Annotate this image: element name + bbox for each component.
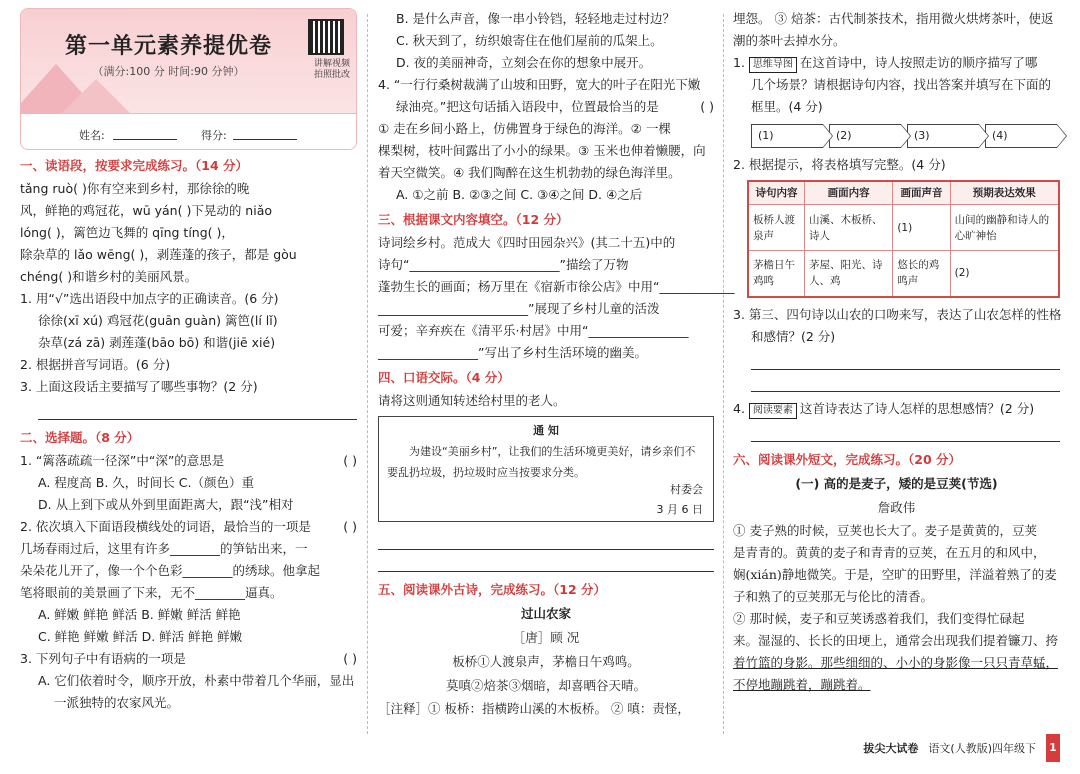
fill-line[interactable]: 可爱；辛弃疾在《清平乐·村居》中用“________________: [378, 323, 689, 338]
choice-options: B. 是什么声音，像一串小铃铛，轻轻地走过村边？: [396, 11, 676, 26]
choice-question-1: 1. “篱落疏疏一径深”中“深”的意思是 ( ): [20, 450, 357, 472]
choice-options: 一派独特的农家风光。: [54, 695, 180, 710]
column-1: [20, 8, 357, 774]
passage-line: tǎng ruò( )你有空来到乡村，那徐徐的晚: [20, 181, 250, 196]
table-cell[interactable]: (1): [893, 205, 950, 251]
passage-line: 笔将眼前的美景画了下来，无不________逼真。: [20, 585, 283, 600]
story-line: 是青青的。黄黄的麦子和青青的豆荚，在五月的和风中，: [733, 544, 1046, 560]
poem-note: ［注释］① 板桥：指横跨山溪的木板桥。 ② 嗔：责怪，: [378, 701, 690, 716]
pinyin-options[interactable]: 杂草(zá zā) 剥莲蓬(bāo bō) 和谐(jiē xié): [38, 335, 276, 350]
passage-line: 风，鲜艳的鸡冠花，wū yán( )下晃动的 niǎo: [20, 203, 273, 218]
answer-line[interactable]: [751, 420, 1060, 442]
choice-options: A. 程度高 B. 久，时间长 C.（颜色）重: [38, 475, 254, 490]
poem-title: 过山农家: [520, 606, 571, 621]
story-title: (一) 高的是麦子，矮的是豆荚(节选): [795, 475, 998, 491]
choice-options: C. 鲜艳 鲜嫩 鲜活 D. 鲜活 鲜艳 鲜嫩: [38, 629, 243, 644]
table-header: 诗句内容: [748, 181, 804, 205]
notice-signature: 村委会: [670, 483, 703, 496]
question-2: 2. 根据提示，将表格填写完整。(4 分): [733, 157, 946, 172]
score-field[interactable]: [233, 127, 297, 140]
column-3: 埋怨。 ③ 焙茶：古代制茶技术，指用微火烘烤茶叶，使返 潮的茶叶去掉水分。 1. 思维导图 在这首诗中，诗人按照走访的顺序描写了哪 几个场景？请根据诗句内容，找出答案并填写在下面的 框里。(4 分) (1) (2) (3) (4) 2. 根据提示，将表格填写完整。(4 分) 诗句内容 画面内容 画面声音 预期表达效果 板桥人渡泉声 山溪、木板桥、诗人 (1) 山间的幽静和诗人的心旷神怡 茅檐日午鸡鸣 茅屋、阳光、诗人、鸡 悠长的鸡鸣声 (2) 3. 第三、四句诗以山农的口吻来写，表达了山农怎样的性格 和感情？(2 分) 4. 阅读要素 这首诗表达了诗人怎样的思想感情？(2 分) 六、阅读课外短文，完成练习。（20 分） (一) 高的是麦子，矮的是豆荚(节选) 詹政伟 ① 麦子熟的时候，豆荚也长大了。麦子是黄黄的，豆荚 是青青的。黄黄的麦子和青青的豆荚，在五月的和风中， 娴(xián)静地微笑。于是，空旷的田野里，洋溢着熟了的麦 子和熟了的豆荚那无与伦比的清香。 ② 那时候，麦子和豆荚诱惑着我们，我们变得忙碌起 来。湿湿的、长长的田埂上，通常会出现我们提着镰刀、挎 着竹篮的身影。那些细细的、小小的身影像一只只青草蜢， 不停地蹦跳着，蹦跳着。: [733, 8, 1060, 774]
question-text: 框里。(4 分): [751, 99, 823, 114]
question-3: 3. 上面这段话主要描写了哪些事物？(2 分): [20, 379, 258, 394]
story-line: ① 麦子熟的时候，豆荚也长大了。麦子是黄黄的，豆荚: [733, 522, 1037, 538]
table-header: 画面内容: [804, 181, 892, 205]
answer-line[interactable]: [378, 528, 714, 550]
column-2: B. 是什么声音，像一串小铃铛，轻轻地走过村边？ C. 秋天到了，纺织娘寄住在他们屋前的瓜架上。 D. 夜的美丽神奇，立刻会在你的想象中展开。 4. “一行行桑树裁满了山坡和田野，宽大的叶子在阳光下嫩 绿油亮。”把这句话插入语段中，位置最恰当的是 ( ) ① 走在乡间小路上，仿佛置身于绿色的海洋。② 一棵 棵梨树，枝叶间露出了小小的绿果。③ 玉米也伸着懒腰，向 着天空微笑。④ 我们陶醉在这生机勃勃的绿色海洋里。 A. ①之前 B. ②③之间 C. ③④之间 D. ④之后 三、根据课文内容填空。（12 分） 诗词绘乡村。范成大《四时田园杂兴》(其二十五)中的 诗句“________________________”描绘了万物 蓬勃生长的画面；杨万里在《宿新市徐公店》中用“____________ ________________________”展现了乡村儿童的活泼 可爱；辛弃疾在《清平乐·村居》中用“________________ ________________”写出了乡村生活环境的幽美。 四、口语交际。（4 分） 请将这则通知转述给村里的老人。 通 知 为建设“美丽乡村”，让我们的生活环境更美好，请乡亲们不要乱扔垃圾，扔垃圾时应当按要求分类。 村委会 3 月 6 日 五、阅读课外古诗，完成练习。（12 分） 过山农家 ［唐］顾 况 板桥①人渡泉声，茅檐日午鸡鸣。 莫嗔②焙茶③烟暗，却喜晒谷天晴。 ［注释］① 板桥：指横跨山溪的木板桥。 ② 嗔：责怪，: [378, 8, 714, 774]
footer-brand: 拔尖大试卷: [863, 742, 919, 755]
table-cell: 山溪、木板桥、诗人: [804, 205, 892, 251]
question-text: 和感情？(2 分): [751, 328, 836, 344]
story-author: 詹政伟: [877, 499, 916, 515]
answer-line[interactable]: [751, 348, 1060, 370]
question-text: 请将这则通知转述给村里的老人。: [378, 393, 566, 408]
answer-box[interactable]: (4): [985, 124, 1057, 148]
passage-line: 朵朵花儿开了，像一个个色彩________的绣球。他拿起: [20, 563, 321, 578]
story-line: ② 那时候，麦子和豆荚诱惑着我们，我们变得忙碌起: [733, 610, 1025, 626]
notice-body: 为建设“美丽乡村”，让我们的生活环境更美好，请乡亲们不要乱扔垃圾，扔垃圾时应当按要求分类。: [387, 445, 696, 479]
answer-line[interactable]: [378, 550, 714, 572]
exam-header: [20, 8, 357, 150]
section-2-title: 二、选择题。（8 分）: [20, 430, 140, 445]
table-cell[interactable]: (2): [950, 251, 1059, 297]
section-4-title: 四、口语交际。（4 分）: [378, 370, 510, 385]
arrow-boxes: [751, 124, 1060, 148]
question-tag: 阅读要素: [749, 403, 797, 419]
answer-paren[interactable]: ( ): [343, 651, 357, 666]
fill-line[interactable]: ________________________”展现了乡村儿童的活泼: [378, 301, 660, 316]
table-cell: 板桥人渡泉声: [748, 205, 804, 251]
answer-box[interactable]: (3): [907, 124, 979, 148]
answer-box[interactable]: (2): [829, 124, 901, 148]
choice-options: D. 夜的美丽神奇，立刻会在你的想象中展开。: [396, 55, 652, 70]
choice-question-2: 2. 依次填入下面语段横线处的词语，最恰当的一项是 ( ): [20, 516, 357, 538]
exam-meta: （满分:100 分 时间:90 分钟）: [92, 65, 245, 78]
answer-paren[interactable]: ( ): [343, 519, 357, 534]
question-3: 3. 第三、四句诗以山农的口吻来写，表达了山农怎样的性格: [733, 306, 1062, 322]
passage-line: ① 走在乡间小路上，仿佛置身于绿色的海洋。② 一棵: [378, 121, 671, 136]
choice-options: D. 从上到下或从外到里面距离大，跟“浅”相对: [38, 497, 294, 512]
question-1: 1. 用“√”选出语段中加点字的正确读音。(6 分): [20, 291, 279, 306]
pinyin-options[interactable]: 徐徐(xī xú) 鸡冠花(guān guàn) 篱笆(lí lǐ): [38, 313, 278, 328]
question-text: 几个场景？请根据诗句内容，找出答案并填写在下面的: [751, 77, 1052, 92]
notice-date: 3 月 6 日: [656, 503, 703, 516]
column-divider: [723, 14, 724, 734]
table-cell: 茅檐日午鸡鸣: [748, 251, 804, 297]
page-footer: [863, 734, 1060, 762]
table-cell: 茅屋、阳光、诗人、鸡: [804, 251, 892, 297]
choice-question-3: 3. 下列句子中有语病的一项是 ( ): [20, 648, 357, 670]
story-line: 着竹篮的身影。那些细细的、小小的身影像一只只青草蜢，: [733, 654, 1059, 670]
section-5-title: 五、阅读课外古诗，完成练习。（12 分）: [378, 582, 606, 597]
table-header: 预期表达效果: [950, 181, 1059, 205]
page-number: 1: [1046, 734, 1060, 762]
passage-line: 着天空微笑。④ 我们陶醉在这生机勃勃的绿色海洋里。: [378, 165, 681, 180]
choice-options: A. 它们依着时令，顺序开放，朴素中带着几个华丽，显出: [38, 673, 355, 688]
answer-paren[interactable]: ( ): [343, 453, 357, 468]
passage-line: 棵梨树，枝叶间露出了小小的绿果。③ 玉米也伸着懒腰，向: [378, 143, 706, 158]
choice-options: A. ①之前 B. ②③之间 C. ③④之间 D. ④之后: [396, 187, 643, 202]
poem-note: 埋怨。 ③ 焙茶：古代制茶技术，指用微火烘烤茶叶，使返: [733, 11, 1054, 26]
poem-table: [747, 180, 1060, 298]
footer-subject: 语文(人教版)四年级下: [928, 742, 1036, 755]
qr-caption: 讲解视频 拍照批改: [313, 59, 350, 80]
passage-line: lóng( )，篱笆边飞舞的 qīng tíng( )，: [20, 225, 234, 240]
question-2: 2. 根据拼音写词语。(6 分): [20, 357, 171, 372]
page-title: 第一单元素养提优卷: [64, 34, 272, 59]
poem-line: 板桥①人渡泉声，茅檐日午鸡鸣。: [452, 654, 640, 669]
fill-line[interactable]: 蓬勃生长的画面；杨万里在《宿新市徐公店》中用“____________: [378, 279, 735, 294]
notice-box: [378, 416, 714, 522]
story-line: 娴(xián)静地微笑。于是，空旷的田野里，洋溢着熟了的麦: [733, 566, 1057, 582]
story-line: 来。湿湿的、长长的田埂上，通常会出现我们提着镰刀、挎: [733, 632, 1059, 648]
notice-title: 通 知: [533, 424, 559, 437]
answer-line[interactable]: [751, 370, 1060, 392]
question-tag: 思维导图: [749, 57, 797, 73]
passage-line: 除杂草的 lǎo wēng( )，剥莲蓬的孩子，都是 gòu: [20, 247, 297, 262]
fill-line[interactable]: 诗句“________________________”描绘了万物: [378, 257, 629, 272]
poem-note: 潮的茶叶去掉水分。: [733, 33, 846, 48]
poem-author: ［唐］顾 况: [512, 630, 580, 645]
table-cell: 悠长的鸡鸣声: [893, 251, 950, 297]
poem-line: 莫嗔②焙茶③烟暗，却喜晒谷天晴。: [445, 678, 646, 693]
fill-line: 诗词绘乡村。范成大《四时田园杂兴》(其二十五)中的: [378, 235, 676, 250]
table-header: 画面声音: [893, 181, 950, 205]
choice-options: C. 秋天到了，纺织娘寄住在他们屋前的瓜架上。: [396, 33, 663, 48]
section-6-title: 六、阅读课外短文，完成练习。（20 分）: [733, 451, 961, 467]
qr-code-icon[interactable]: [308, 19, 344, 55]
answer-paren[interactable]: ( ): [700, 99, 714, 114]
section-3-title: 三、根据课文内容填空。（12 分）: [378, 212, 569, 227]
name-label: 姓名:: [79, 129, 105, 142]
passage-line: chéng( )和谐乡村的美丽风景。: [20, 269, 198, 284]
score-label: 得分:: [201, 129, 227, 142]
answer-line[interactable]: [38, 398, 357, 420]
passage-line: 几场春雨过后，这里有许多________的笋钻出来，一: [20, 541, 308, 556]
column-divider: [367, 14, 368, 734]
table-cell: 山间的幽静和诗人的心旷神怡: [950, 205, 1059, 251]
name-score-box: [21, 113, 356, 149]
answer-box[interactable]: (1): [751, 124, 823, 148]
choice-options: A. 鲜嫩 鲜艳 鲜活 B. 鲜嫩 鲜活 鲜艳: [38, 607, 241, 622]
section-1-title: 一、读语段，按要求完成练习。（14 分）: [20, 158, 248, 173]
choice-question-4: 4. “一行行桑树裁满了山坡和田野，宽大的叶子在阳光下嫩: [378, 77, 701, 92]
story-line: 子和熟了的豆荚那无与伦比的清香。: [733, 588, 934, 604]
story-line: 不停地蹦跳着，蹦跳着。: [733, 676, 871, 692]
name-field[interactable]: [113, 127, 177, 140]
fill-line[interactable]: ________________”写出了乡村生活环境的幽美。: [378, 345, 647, 360]
